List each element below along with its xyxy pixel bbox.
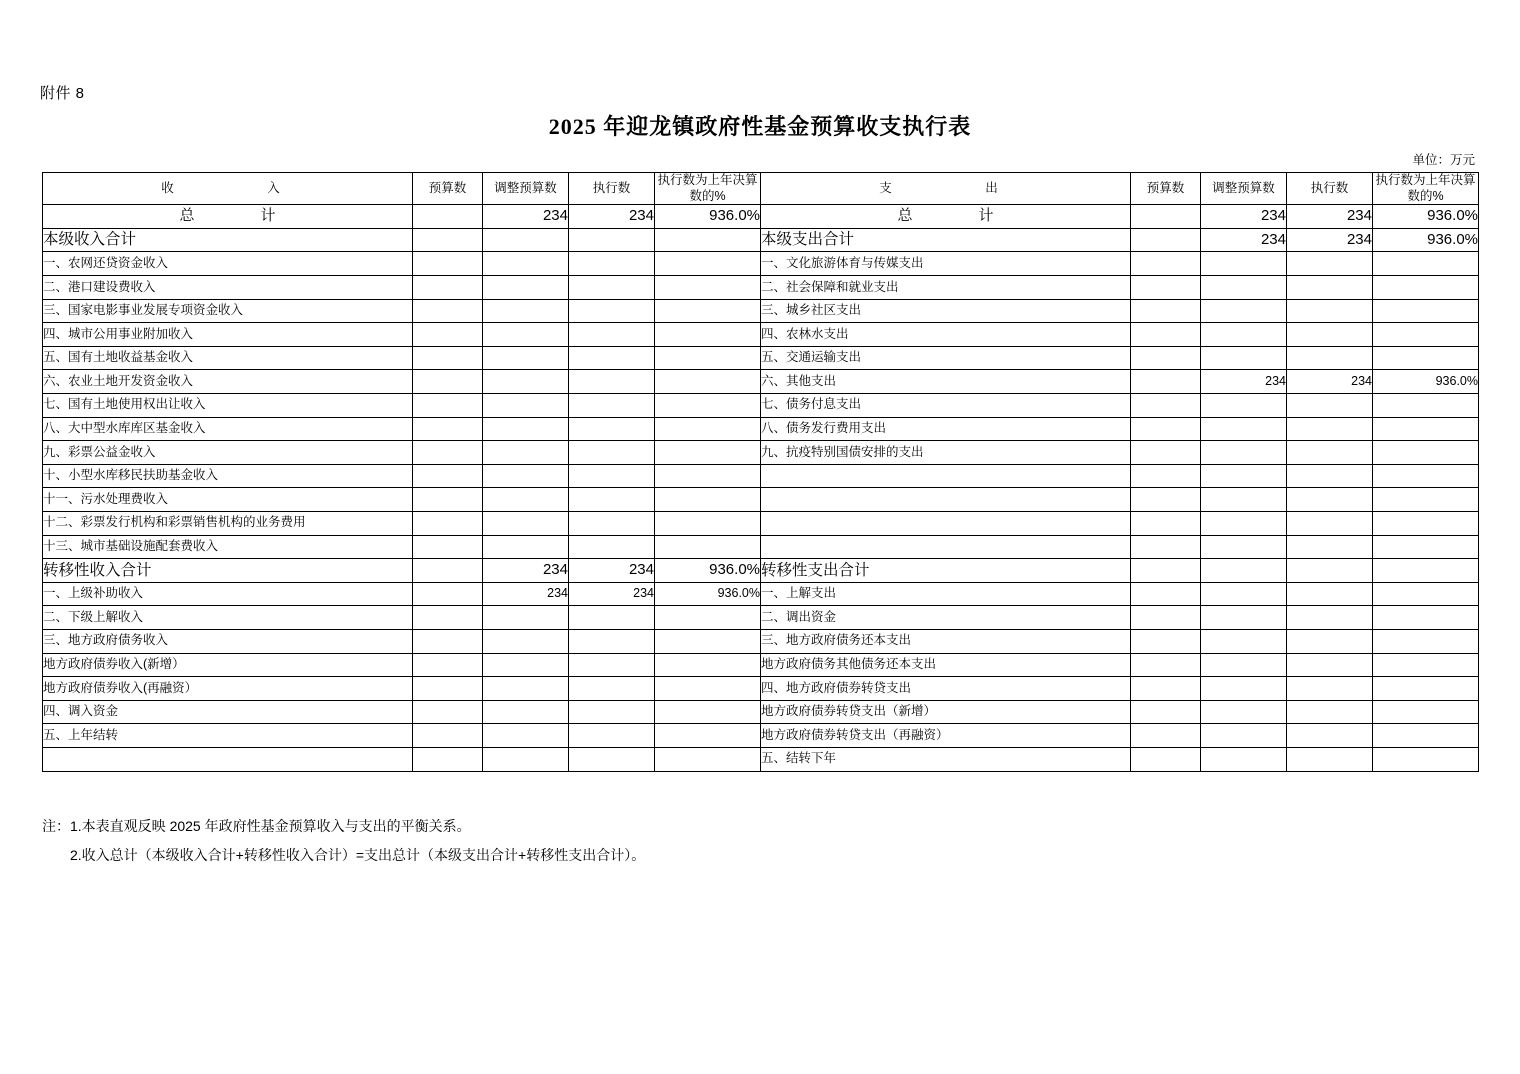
expense-item-adjusted [1201, 535, 1287, 559]
income-item-adjusted [483, 252, 569, 276]
header-expense-title: 支 出 [761, 173, 1131, 205]
income-transfer-item-adjusted [483, 629, 569, 653]
table-row [43, 677, 1479, 701]
expense-own-total-budget [1131, 228, 1201, 252]
income-item-pct [655, 535, 761, 559]
income-grand-total-pct: 936.0% [655, 205, 761, 229]
income-transfer-item-budget [413, 653, 483, 677]
income-own-total-adjusted [483, 228, 569, 252]
income-item-pct [655, 346, 761, 370]
expense-transfer-total-pct [1373, 559, 1479, 583]
income-item-label: 八、大中型水库库区基金收入 [43, 417, 413, 441]
expense-item-adjusted [1201, 464, 1287, 488]
table-row [43, 417, 1479, 441]
income-grand-total-actual: 234 [569, 205, 655, 229]
expense-item-budget [1131, 511, 1201, 535]
income-transfer-item-adjusted: 234 [483, 582, 569, 606]
expense-item-label [761, 511, 1131, 535]
table-header-row [43, 173, 1479, 205]
income-item-adjusted [483, 299, 569, 323]
income-item-budget [413, 252, 483, 276]
expense-item-actual [1287, 417, 1373, 441]
income-item-actual [569, 299, 655, 323]
income-item-budget [413, 346, 483, 370]
income-item-budget [413, 370, 483, 394]
note-line-1: 注：1.本表直观反映 2025 年政府性基金预算收入与支出的平衡关系。 [42, 818, 471, 834]
income-item-label: 六、农业土地开发资金收入 [43, 370, 413, 394]
expense-item-label: 五、交通运输支出 [761, 346, 1131, 370]
expense-transfer-item-actual [1287, 747, 1373, 771]
income-transfer-item-budget [413, 629, 483, 653]
income-item-label: 十二、彩票发行机构和彩票销售机构的业务费用 [43, 511, 413, 535]
income-item-actual [569, 370, 655, 394]
income-transfer-item-label: 地方政府债券收入(再融资） [43, 677, 413, 701]
expense-item-label: 八、债务发行费用支出 [761, 417, 1131, 441]
income-transfer-item-budget [413, 582, 483, 606]
income-item-adjusted [483, 511, 569, 535]
income-item-pct [655, 511, 761, 535]
expense-item-actual [1287, 488, 1373, 512]
income-item-budget [413, 511, 483, 535]
page-title: 2025 年迎龙镇政府性基金预算收支执行表 [548, 114, 972, 139]
income-own-total-actual [569, 228, 655, 252]
expense-transfer-item-budget [1131, 724, 1201, 748]
income-transfer-item-actual: 234 [569, 582, 655, 606]
income-item-budget [413, 535, 483, 559]
table-row-own-level-total [43, 228, 1479, 252]
expense-item-adjusted: 234 [1201, 370, 1287, 394]
expense-transfer-item-adjusted [1201, 747, 1287, 771]
income-item-actual [569, 511, 655, 535]
table-row [43, 511, 1479, 535]
header-expense-actual: 执行数 [1287, 173, 1373, 205]
expense-item-budget [1131, 299, 1201, 323]
table-row [43, 653, 1479, 677]
header-expense-pct: 执行数为上年决算数的% [1373, 173, 1479, 205]
expense-transfer-item-budget [1131, 653, 1201, 677]
header-expense-adjusted: 调整预算数 [1201, 173, 1287, 205]
expense-transfer-item-actual [1287, 606, 1373, 630]
budget-table [42, 172, 1479, 772]
table-row [43, 276, 1479, 300]
expense-transfer-item-actual [1287, 629, 1373, 653]
expense-grand-total-label: 总 计 [761, 205, 1131, 229]
income-item-pct [655, 252, 761, 276]
table-row [43, 394, 1479, 418]
income-item-adjusted [483, 394, 569, 418]
income-item-pct [655, 441, 761, 465]
expense-transfer-total-label: 转移性支出合计 [761, 559, 1131, 583]
expense-item-pct: 936.0% [1373, 370, 1479, 394]
income-transfer-total-label: 转移性收入合计 [43, 559, 413, 583]
income-item-actual [569, 323, 655, 347]
income-item-adjusted [483, 535, 569, 559]
income-transfer-item-pct [655, 700, 761, 724]
table-row [43, 629, 1479, 653]
income-item-adjusted [483, 370, 569, 394]
table-row [43, 323, 1479, 347]
expense-item-budget [1131, 276, 1201, 300]
income-transfer-item-adjusted [483, 606, 569, 630]
expense-transfer-item-budget [1131, 677, 1201, 701]
expense-transfer-total-actual [1287, 559, 1373, 583]
expense-item-actual [1287, 511, 1373, 535]
income-transfer-item-budget [413, 747, 483, 771]
expense-transfer-item-adjusted [1201, 606, 1287, 630]
income-transfer-total-actual: 234 [569, 559, 655, 583]
income-transfer-item-budget [413, 700, 483, 724]
income-item-label: 二、港口建设费收入 [43, 276, 413, 300]
income-item-pct [655, 417, 761, 441]
expense-own-total-pct: 936.0% [1373, 228, 1479, 252]
income-transfer-item-budget [413, 677, 483, 701]
income-transfer-item-label: 三、地方政府债务收入 [43, 629, 413, 653]
expense-item-budget [1131, 464, 1201, 488]
expense-item-budget [1131, 441, 1201, 465]
income-transfer-total-adjusted: 234 [483, 559, 569, 583]
expense-item-budget [1131, 370, 1201, 394]
income-transfer-total-budget [413, 559, 483, 583]
expense-item-actual [1287, 394, 1373, 418]
income-item-adjusted [483, 346, 569, 370]
income-item-pct [655, 276, 761, 300]
expense-item-actual [1287, 323, 1373, 347]
income-transfer-item-actual [569, 629, 655, 653]
expense-transfer-item-adjusted [1201, 700, 1287, 724]
income-item-label: 五、国有土地收益基金收入 [43, 346, 413, 370]
expense-transfer-item-pct [1373, 582, 1479, 606]
expense-item-actual [1287, 276, 1373, 300]
income-transfer-item-actual [569, 677, 655, 701]
table-row [43, 441, 1479, 465]
expense-transfer-item-adjusted [1201, 724, 1287, 748]
expense-item-pct [1373, 394, 1479, 418]
income-item-budget [413, 464, 483, 488]
expense-grand-total-pct: 936.0% [1373, 205, 1479, 229]
expense-transfer-item-pct [1373, 724, 1479, 748]
income-transfer-item-label: 二、下级上解收入 [43, 606, 413, 630]
expense-item-pct [1373, 535, 1479, 559]
expense-item-label: 二、社会保障和就业支出 [761, 276, 1131, 300]
expense-item-adjusted [1201, 488, 1287, 512]
header-income-adjusted: 调整预算数 [483, 173, 569, 205]
income-item-adjusted [483, 464, 569, 488]
header-income-pct: 执行数为上年决算数的% [655, 173, 761, 205]
expense-item-adjusted [1201, 511, 1287, 535]
table-body [43, 205, 1479, 771]
income-item-actual [569, 441, 655, 465]
table-row-grand-total [43, 205, 1479, 229]
expense-item-actual: 234 [1287, 370, 1373, 394]
expense-item-actual [1287, 299, 1373, 323]
income-item-actual [569, 488, 655, 512]
expense-transfer-item-pct [1373, 629, 1479, 653]
income-item-actual [569, 464, 655, 488]
income-item-label: 十一、污水处理费收入 [43, 488, 413, 512]
expense-item-budget [1131, 488, 1201, 512]
income-transfer-item-pct [655, 606, 761, 630]
expense-transfer-item-pct [1373, 653, 1479, 677]
expense-transfer-item-pct [1373, 677, 1479, 701]
expense-item-label [761, 535, 1131, 559]
income-transfer-item-label: 四、调入资金 [43, 700, 413, 724]
expense-item-budget [1131, 394, 1201, 418]
income-item-budget [413, 394, 483, 418]
income-transfer-total-pct: 936.0% [655, 559, 761, 583]
income-transfer-item-pct [655, 747, 761, 771]
expense-item-actual [1287, 441, 1373, 465]
expense-item-adjusted [1201, 323, 1287, 347]
income-item-actual [569, 535, 655, 559]
income-item-budget [413, 299, 483, 323]
note-line-2: 2.收入总计（本级收入合计+转移性收入合计）=支出总计（本级支出合计+转移性支出合计）。 [70, 847, 646, 864]
income-item-label: 十三、城市基础设施配套费收入 [43, 535, 413, 559]
expense-own-total-label: 本级支出合计 [761, 228, 1131, 252]
expense-item-adjusted [1201, 441, 1287, 465]
expense-item-adjusted [1201, 417, 1287, 441]
income-item-label: 七、国有土地使用权出让收入 [43, 394, 413, 418]
income-transfer-item-budget [413, 724, 483, 748]
expense-item-label [761, 464, 1131, 488]
income-item-budget [413, 417, 483, 441]
expense-item-budget [1131, 346, 1201, 370]
income-item-adjusted [483, 323, 569, 347]
income-own-total-pct [655, 228, 761, 252]
expense-item-pct [1373, 299, 1479, 323]
income-item-budget [413, 441, 483, 465]
table-row [43, 252, 1479, 276]
income-own-total-label: 本级收入合计 [43, 228, 413, 252]
income-transfer-item-actual [569, 747, 655, 771]
income-own-total-budget [413, 228, 483, 252]
expense-item-label [761, 488, 1131, 512]
income-transfer-item-budget [413, 606, 483, 630]
income-transfer-item-label: 一、上级补助收入 [43, 582, 413, 606]
income-item-adjusted [483, 488, 569, 512]
income-item-pct [655, 464, 761, 488]
expense-item-label: 四、农林水支出 [761, 323, 1131, 347]
expense-transfer-item-label: 五、结转下年 [761, 747, 1131, 771]
expense-item-label: 七、债务付息支出 [761, 394, 1131, 418]
expense-transfer-total-budget [1131, 559, 1201, 583]
income-transfer-item-actual [569, 653, 655, 677]
expense-item-adjusted [1201, 299, 1287, 323]
expense-item-pct [1373, 252, 1479, 276]
table-row [43, 488, 1479, 512]
income-item-adjusted [483, 441, 569, 465]
expense-item-actual [1287, 464, 1373, 488]
expense-transfer-item-pct [1373, 606, 1479, 630]
expense-grand-total-adjusted: 234 [1201, 205, 1287, 229]
unit-label: 单位：万元 [1412, 153, 1475, 167]
expense-transfer-total-adjusted [1201, 559, 1287, 583]
expense-transfer-item-adjusted [1201, 653, 1287, 677]
expense-transfer-item-label: 三、地方政府债务还本支出 [761, 629, 1131, 653]
expense-transfer-item-label: 地方政府债券转贷支出（再融资） [761, 724, 1131, 748]
table-row [43, 464, 1479, 488]
income-item-label: 一、农网还贷资金收入 [43, 252, 413, 276]
income-transfer-item-pct [655, 677, 761, 701]
expense-own-total-actual: 234 [1287, 228, 1373, 252]
table-row [43, 582, 1479, 606]
expense-transfer-item-actual [1287, 700, 1373, 724]
expense-item-label: 一、文化旅游体育与传媒支出 [761, 252, 1131, 276]
income-item-budget [413, 488, 483, 512]
income-transfer-item-pct [655, 653, 761, 677]
income-grand-total-adjusted: 234 [483, 205, 569, 229]
income-transfer-item-pct [655, 629, 761, 653]
income-transfer-item-adjusted [483, 653, 569, 677]
table-notes [42, 812, 645, 871]
attachment-label: 附件 8 [40, 85, 85, 102]
income-item-actual [569, 417, 655, 441]
table-row [43, 700, 1479, 724]
table-row [43, 606, 1479, 630]
expense-item-adjusted [1201, 394, 1287, 418]
table-row-transfer-total [43, 559, 1479, 583]
income-item-pct [655, 370, 761, 394]
expense-transfer-item-pct [1373, 747, 1479, 771]
income-transfer-item-actual [569, 724, 655, 748]
expense-item-budget [1131, 535, 1201, 559]
income-item-budget [413, 276, 483, 300]
income-transfer-item-actual [569, 606, 655, 630]
expense-item-adjusted [1201, 252, 1287, 276]
expense-item-pct [1373, 276, 1479, 300]
expense-own-total-adjusted: 234 [1201, 228, 1287, 252]
income-item-budget [413, 323, 483, 347]
expense-item-actual [1287, 535, 1373, 559]
expense-item-label: 九、抗疫特别国债安排的支出 [761, 441, 1131, 465]
income-transfer-item-label: 地方政府债券收入(新增） [43, 653, 413, 677]
income-transfer-item-adjusted [483, 700, 569, 724]
expense-item-label: 六、其他支出 [761, 370, 1131, 394]
income-transfer-item-actual [569, 700, 655, 724]
table-row [43, 346, 1479, 370]
expense-item-adjusted [1201, 346, 1287, 370]
header-income-title: 收 入 [43, 173, 413, 205]
expense-transfer-item-actual [1287, 724, 1373, 748]
expense-item-pct [1373, 346, 1479, 370]
income-grand-total-budget [413, 205, 483, 229]
income-transfer-item-label [43, 747, 413, 771]
income-item-label: 十、小型水库移民扶助基金收入 [43, 464, 413, 488]
income-item-actual [569, 252, 655, 276]
expense-item-pct [1373, 464, 1479, 488]
expense-transfer-item-budget [1131, 700, 1201, 724]
expense-transfer-item-budget [1131, 747, 1201, 771]
expense-transfer-item-adjusted [1201, 582, 1287, 606]
expense-item-pct [1373, 323, 1479, 347]
expense-item-actual [1287, 252, 1373, 276]
expense-item-pct [1373, 488, 1479, 512]
expense-transfer-item-label: 二、调出资金 [761, 606, 1131, 630]
income-item-actual [569, 394, 655, 418]
table-row [43, 299, 1479, 323]
expense-transfer-item-actual [1287, 653, 1373, 677]
expense-item-budget [1131, 417, 1201, 441]
income-item-pct [655, 299, 761, 323]
header-income-budget: 预算数 [413, 173, 483, 205]
expense-grand-total-budget [1131, 205, 1201, 229]
income-grand-total-label: 总 计 [43, 205, 413, 229]
income-transfer-item-adjusted [483, 677, 569, 701]
income-transfer-item-adjusted [483, 747, 569, 771]
income-item-adjusted [483, 417, 569, 441]
expense-item-adjusted [1201, 276, 1287, 300]
income-item-label: 四、城市公用事业附加收入 [43, 323, 413, 347]
income-transfer-item-pct: 936.0% [655, 582, 761, 606]
expense-transfer-item-adjusted [1201, 677, 1287, 701]
expense-grand-total-actual: 234 [1287, 205, 1373, 229]
income-item-actual [569, 346, 655, 370]
expense-item-actual [1287, 346, 1373, 370]
income-transfer-item-pct [655, 724, 761, 748]
expense-transfer-item-label: 地方政府债务其他债务还本支出 [761, 653, 1131, 677]
expense-item-pct [1373, 511, 1479, 535]
expense-transfer-item-adjusted [1201, 629, 1287, 653]
income-item-pct [655, 394, 761, 418]
income-item-label: 九、彩票公益金收入 [43, 441, 413, 465]
expense-item-pct [1373, 417, 1479, 441]
expense-transfer-item-actual [1287, 677, 1373, 701]
table-row [43, 370, 1479, 394]
income-item-pct [655, 323, 761, 347]
expense-transfer-item-label: 一、上解支出 [761, 582, 1131, 606]
expense-transfer-item-pct [1373, 700, 1479, 724]
table-row [43, 724, 1479, 748]
header-expense-budget: 预算数 [1131, 173, 1201, 205]
expense-transfer-item-label: 地方政府债券转贷支出（新增） [761, 700, 1131, 724]
income-item-adjusted [483, 276, 569, 300]
expense-transfer-item-actual [1287, 582, 1373, 606]
expense-item-label: 三、城乡社区支出 [761, 299, 1131, 323]
expense-transfer-item-budget [1131, 606, 1201, 630]
income-item-label: 三、国家电影事业发展专项资金收入 [43, 299, 413, 323]
header-income-actual: 执行数 [569, 173, 655, 205]
table-row [43, 535, 1479, 559]
expense-transfer-item-label: 四、地方政府债券转贷支出 [761, 677, 1131, 701]
expense-item-pct [1373, 441, 1479, 465]
expense-transfer-item-budget [1131, 582, 1201, 606]
expense-item-budget [1131, 323, 1201, 347]
expense-item-budget [1131, 252, 1201, 276]
income-transfer-item-label: 五、上年结转 [43, 724, 413, 748]
expense-transfer-item-budget [1131, 629, 1201, 653]
income-item-pct [655, 488, 761, 512]
table-row [43, 747, 1479, 771]
income-transfer-item-adjusted [483, 724, 569, 748]
income-item-actual [569, 276, 655, 300]
